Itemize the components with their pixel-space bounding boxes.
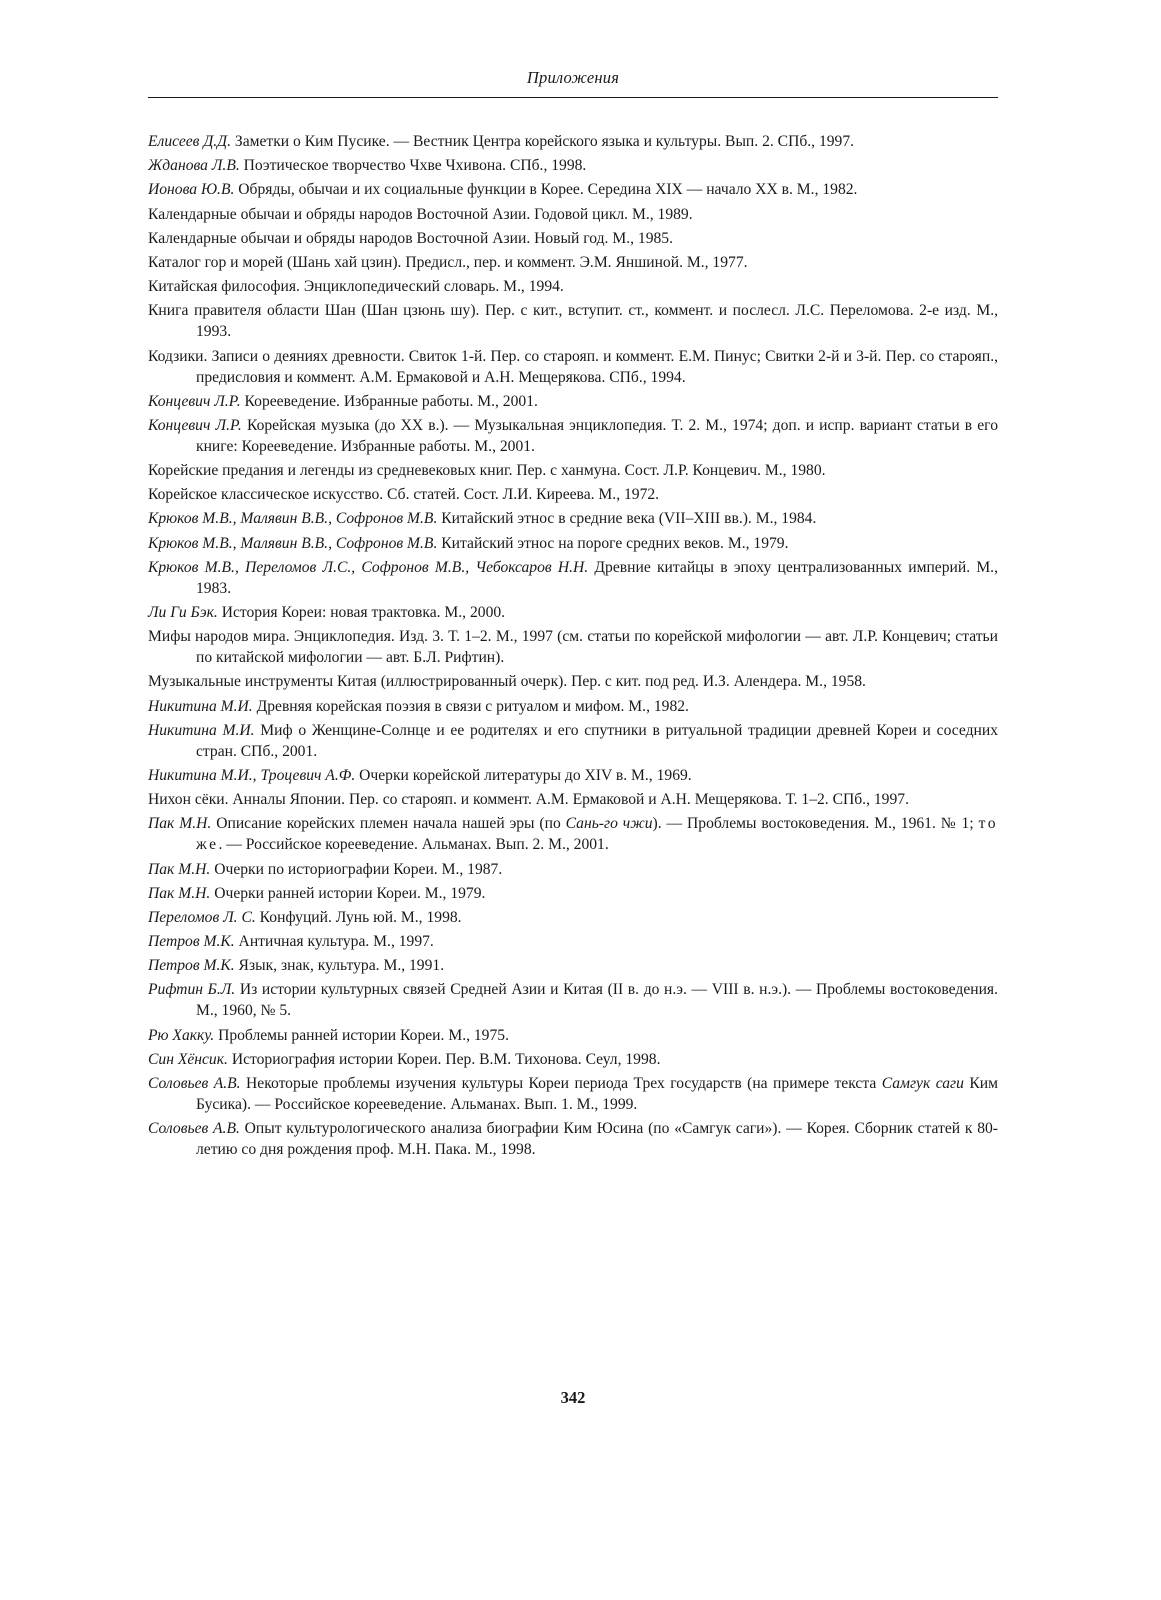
bibliography-entry (148, 696, 998, 717)
entry-text: Миф о Женщине-Солнце и ее родителях и его спутники в ритуальной традиции древней Кореи и соседних стран. СПб., 2001. (196, 721, 999, 760)
bibliography-entry (148, 557, 998, 599)
entry-text: Музыкальные инструменты Китая (иллюстрированный очерк). Пер. с кит. под ред. И.З. Алендера. М., 1958. (148, 673, 866, 691)
entry-text: Нихон сёки. Анналы Японии. Пер. со старояп. и коммент. А.М. Ермаковой и А.Н. Мещерякова. Т. 1–2. СПб., 1997. (148, 791, 909, 809)
entry-italic-title: Сань-го чжи (565, 815, 653, 833)
bibliography-entry (148, 228, 998, 249)
entry-author: Концевич Л.Р. (148, 416, 242, 434)
entry-italic-title: Самгук саги (881, 1075, 964, 1092)
entry-author: Рю Хакку. (148, 1026, 215, 1044)
bibliography-entry (148, 460, 998, 481)
entry-text: Очерки по историографии Кореи. М., 1987. (210, 860, 503, 878)
entry-text: Древняя корейская поэзия в связи с ритуалом и мифом. М., 1982. (252, 697, 689, 715)
entry-text-end: . — Российское корееведение. Альманах. Вып. 2. М., 2001. (218, 836, 609, 854)
page-number: 342 (560, 1388, 586, 1407)
entry-text: Обряды, обычаи и их социальные функции в Корее. Середина XIX — начало XX в. М., 1982. (234, 181, 858, 199)
entry-text: Проблемы ранней истории Кореи. М., 1975. (214, 1026, 509, 1044)
running-header: Приложения (526, 68, 620, 87)
entry-author: Рифтин Б.Л. (148, 981, 236, 999)
entry-text: Китайская философия. Энциклопедический словарь. М., 1994. (148, 278, 564, 296)
entry-author: Ли Ги Бэк. (148, 604, 218, 621)
bibliography-entry (148, 252, 998, 273)
header-rule (148, 97, 998, 98)
bibliography-entry (148, 391, 998, 412)
entry-text: Корейская музыка (до XX в.). — Музыкальная энциклопедия. Т. 2. М., 1974; доп. и испр. вариант статьи в его книге: Корееведение. Избранные работы. М., 2001. (196, 416, 998, 455)
entry-text: Книга правителя области Шан (Шан цзюнь шу). Пер. с кит., вступит. ст., коммент. и послесл. Л.С. Переломова. 2-е изд. М., 1993. (148, 302, 998, 341)
entry-text: Корееведение. Избранные работы. М., 2001. (240, 392, 538, 410)
entry-text: Очерки ранней истории Кореи. М., 1979. (210, 884, 486, 902)
entry-author: Крюков М.В., Переломов Л.С., Софронов М.В., Чебоксаров Н.Н. (148, 558, 589, 576)
entry-text-continued: ). — Проблемы востоковедения. М., 1961. № 1; (652, 815, 979, 833)
entry-text: Язык, знак, культура. М., 1991. (234, 957, 445, 975)
entry-spaced-text: то же (196, 815, 998, 854)
entry-author: Пак М.Н. (148, 815, 212, 833)
entry-text: Историография истории Кореи. Пер. В.М. Тихонова. Сеул, 1998. (227, 1050, 661, 1068)
entry-author: Концевич Л.Р. (148, 392, 241, 410)
entry-author: Никитина М.И., Троцевич А.Ф. (148, 766, 356, 784)
bibliography-entry (148, 1049, 998, 1070)
bibliography-entry (148, 859, 998, 880)
entry-author: Петров М.К. (148, 933, 235, 951)
bibliography-entry (148, 179, 998, 200)
entry-text-continued: Ким Бусика). — Российское корееведение. Альманах. Вып. 1. М., 1999. (196, 1075, 998, 1113)
entry-author: Пак М.Н. (148, 884, 211, 902)
entry-text: Мифы народов мира. Энциклопедия. Изд. 3. Т. 1–2. М., 1997 (см. статьи по корейской мифологии — авт. Л.Р. Концевич; статьи по китайской мифологии — авт. Б.Л. Рифтин). (148, 628, 998, 667)
entry-author: Петров М.К. (148, 957, 235, 975)
entry-text: Конфуций. Лунь юй. М., 1998. (255, 908, 462, 926)
bibliography-entry (148, 204, 998, 225)
bibliography-entry (148, 813, 998, 855)
entry-text: Опыт культурологического анализа биографии Ким Юсина (по «Самгук саги»). — Корея. Сборник статей к 80-летию со дня рождения проф. М.Н. Пака. М., 1998. (196, 1120, 998, 1159)
bibliography-entry (148, 1073, 998, 1115)
bibliography-entry (148, 907, 998, 928)
entry-author: Соловьев А.В. (148, 1075, 241, 1092)
entry-text: Древние китайцы в эпоху централизованных империй. М., 1983. (196, 558, 998, 597)
bibliography-entry (148, 671, 998, 692)
entry-text: Каталог гор и морей (Шань хай цзин). Предисл., пер. и коммент. Э.М. Яншиной. М., 1977. (148, 253, 748, 271)
entry-text: Очерки корейской литературы до XIV в. М., 1969. (355, 766, 692, 784)
entry-text: Описание корейских племен начала нашей эры (по (211, 815, 566, 833)
bibliography-entry (148, 346, 998, 388)
bibliography-entry (148, 720, 998, 762)
bibliography-entry (148, 602, 998, 623)
entry-author: Жданова Л.В. (148, 157, 240, 175)
entry-text: Некоторые проблемы изучения культуры Кореи периода Трех государств (на примере текста (240, 1075, 882, 1092)
entry-text: Из истории культурных связей Средней Азии и Китая (II в. до н.э. — VIII в. н.э.). — Проблемы востоковедения. М., 1960, № 5. (196, 981, 999, 1020)
bibliography-entry (148, 533, 998, 554)
bibliography-entry (148, 131, 998, 152)
bibliography-entry (148, 508, 998, 529)
bibliography-entry (148, 765, 998, 786)
entry-author: Крюков М.В., Малявин В.В., Софронов М.В. (148, 534, 438, 552)
entry-text: Корейские предания и легенды из средневековых книг. Пер. с ханмуна. Сост. Л.Р. Концевич. М., 1980. (148, 462, 826, 480)
entry-author: Елисеев Д.Д. (148, 133, 231, 150)
entry-author: Пак М.Н. (148, 860, 211, 878)
entry-author: Син Хёнсик. (148, 1050, 228, 1068)
bibliography-entry (148, 300, 998, 342)
bibliography-entry (148, 955, 998, 976)
entry-text: Календарные обычаи и обряды народов Восточной Азии. Годовой цикл. М., 1989. (148, 205, 693, 223)
entry-author: Никитина М.И. (148, 697, 253, 715)
bibliography-entry (148, 931, 998, 952)
entry-text: Заметки о Ким Пусике. — Вестник Центра корейского языка и культуры. Вып. 2. СПб., 1997. (231, 133, 855, 150)
bibliography-entry (148, 626, 998, 668)
bibliography-entry (148, 1025, 998, 1046)
bibliography-entry (148, 883, 998, 904)
entry-text: Античная культура. М., 1997. (234, 933, 434, 951)
entry-text: Китайский этнос в средние века (VII–XIII вв.). М., 1984. (437, 510, 817, 528)
entry-text: Китайский этнос на пороге средних веков. М., 1979. (437, 534, 789, 552)
entry-author: Соловьев А.В. (148, 1120, 240, 1138)
entry-text: Корейское классическое искусство. Сб. статей. Сост. Л.И. Киреева. М., 1972. (148, 486, 660, 504)
bibliography-entry (148, 155, 998, 176)
entry-author: Никитина М.И. (148, 721, 255, 739)
bibliography-entry (148, 1118, 998, 1160)
entry-author: Ионова Ю.В. (148, 181, 235, 199)
bibliography-entry (148, 789, 998, 810)
bibliography-entry (148, 276, 998, 297)
entry-author: Крюков М.В., Малявин В.В., Софронов М.В. (148, 510, 438, 528)
entry-text: Поэтическое творчество Чхве Чхивона. СПб., 1998. (239, 157, 587, 175)
bibliography-entry (148, 979, 998, 1021)
entry-author: Переломов Л. С. (148, 908, 256, 926)
bibliography-entry (148, 415, 998, 457)
entry-text: История Кореи: новая трактовка. М., 2000. (217, 604, 506, 621)
entry-text: Кодзики. Записи о деяниях древности. Свиток 1-й. Пер. со старояп. и коммент. Е.М. Пинус; Свитки 2-й и 3-й. Пер. со старояп., предисловия и коммент. А.М. Ермаковой и А.Н. Мещерякова. СПб., 1994. (148, 347, 998, 386)
bibliography-entry (148, 484, 998, 505)
bibliography-list (148, 131, 998, 1163)
entry-text: Календарные обычаи и обряды народов Восточной Азии. Новый год. М., 1985. (148, 229, 673, 247)
